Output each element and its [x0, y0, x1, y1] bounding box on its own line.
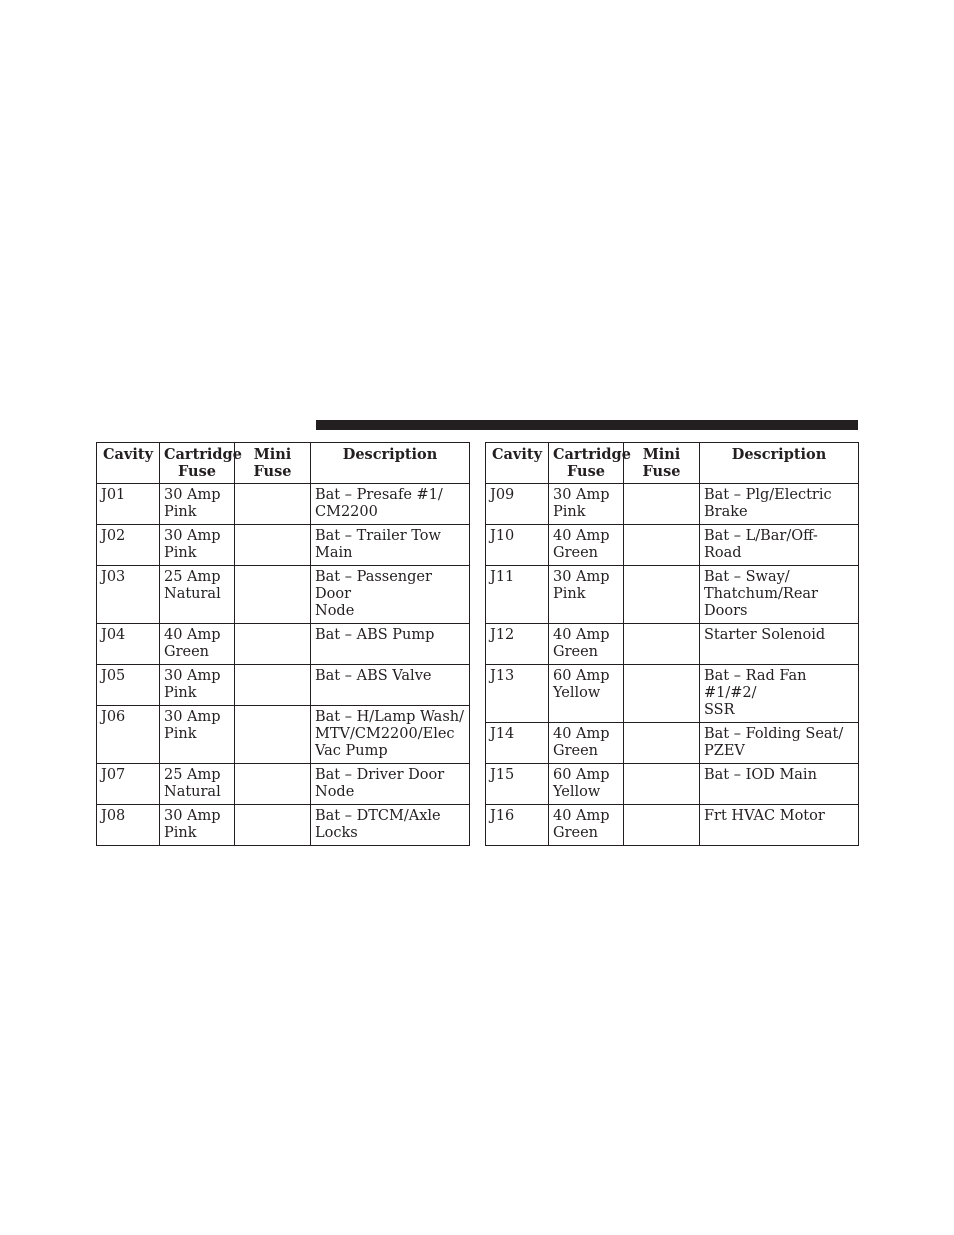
table-row — [486, 484, 859, 525]
cartridge-cell: 30 Amp Pink — [160, 665, 235, 706]
description-cell: Bat – Passenger Door Node — [311, 566, 470, 624]
cartridge-cell: 30 Amp Pink — [549, 484, 624, 525]
cavity-cell: J14 — [486, 723, 549, 764]
description-cell: Bat – Rad Fan #1/#2/ SSR — [700, 665, 859, 723]
mini-cell — [235, 484, 311, 525]
mini-cell — [624, 566, 700, 624]
cavity-cell: J12 — [486, 624, 549, 665]
mini-cell — [235, 706, 311, 764]
header-cavity: Cavity — [486, 443, 549, 484]
cavity-cell: J03 — [97, 566, 160, 624]
table-row — [486, 624, 859, 665]
table-row — [97, 665, 470, 706]
table-row — [486, 805, 859, 846]
mini-cell — [624, 764, 700, 805]
cartridge-cell: 40 Amp Green — [549, 805, 624, 846]
mini-cell — [624, 805, 700, 846]
mini-cell — [624, 484, 700, 525]
description-cell: Bat – Sway/ Thatchum/Rear Doors — [700, 566, 859, 624]
description-cell: Bat – Trailer Tow Main — [311, 525, 470, 566]
cartridge-cell: 40 Amp Green — [160, 624, 235, 665]
table-header-row — [486, 443, 859, 484]
header-mini-fuse: Mini Fuse — [235, 443, 311, 484]
cavity-cell: J10 — [486, 525, 549, 566]
cavity-cell: J04 — [97, 624, 160, 665]
description-cell: Bat – Presafe #1/ CM2200 — [311, 484, 470, 525]
table-row — [97, 706, 470, 764]
cavity-cell: J05 — [97, 665, 160, 706]
description-cell: Bat – IOD Main — [700, 764, 859, 805]
mini-cell — [624, 665, 700, 723]
table-row — [486, 764, 859, 805]
cavity-cell: J08 — [97, 805, 160, 846]
section-header-bar — [316, 420, 858, 430]
description-cell: Bat – Plg/Electric Brake — [700, 484, 859, 525]
description-cell: Starter Solenoid — [700, 624, 859, 665]
header-cartridge-fuse: Cartridge Fuse — [549, 443, 624, 484]
cartridge-cell: 25 Amp Natural — [160, 764, 235, 805]
fuse-table-left — [96, 442, 470, 846]
description-cell: Bat – ABS Valve — [311, 665, 470, 706]
cartridge-cell: 30 Amp Pink — [549, 566, 624, 624]
cavity-cell: J02 — [97, 525, 160, 566]
header-description: Description — [700, 443, 859, 484]
mini-cell — [624, 525, 700, 566]
cartridge-cell: 30 Amp Pink — [160, 706, 235, 764]
header-mini-fuse: Mini Fuse — [624, 443, 700, 484]
table-row — [486, 566, 859, 624]
header-cartridge-fuse: Cartridge Fuse — [160, 443, 235, 484]
mini-cell — [235, 566, 311, 624]
cavity-cell: J15 — [486, 764, 549, 805]
mini-cell — [235, 764, 311, 805]
mini-cell — [624, 723, 700, 764]
description-cell: Frt HVAC Motor — [700, 805, 859, 846]
fuse-table-right — [485, 442, 859, 846]
cartridge-cell: 25 Amp Natural — [160, 566, 235, 624]
mini-cell — [235, 624, 311, 665]
header-description: Description — [311, 443, 470, 484]
description-cell: Bat – L/Bar/Off-Road — [700, 525, 859, 566]
cartridge-cell: 30 Amp Pink — [160, 525, 235, 566]
mini-cell — [235, 805, 311, 846]
table-header-row — [97, 443, 470, 484]
description-cell: Bat – Folding Seat/ PZEV — [700, 723, 859, 764]
table-row — [97, 525, 470, 566]
table-row — [97, 764, 470, 805]
cavity-cell: J09 — [486, 484, 549, 525]
cartridge-cell: 40 Amp Green — [549, 624, 624, 665]
cartridge-cell: 30 Amp Pink — [160, 484, 235, 525]
cavity-cell: J06 — [97, 706, 160, 764]
description-cell: Bat – ABS Pump — [311, 624, 470, 665]
table-row — [97, 484, 470, 525]
cartridge-cell: 40 Amp Green — [549, 723, 624, 764]
cavity-cell: J16 — [486, 805, 549, 846]
cavity-cell: J13 — [486, 665, 549, 723]
description-cell: Bat – H/Lamp Wash/ MTV/CM2200/Elec Vac Pump — [311, 706, 470, 764]
table-row — [97, 805, 470, 846]
table-row — [97, 624, 470, 665]
cavity-cell: J07 — [97, 764, 160, 805]
table-row — [486, 665, 859, 723]
header-cavity: Cavity — [97, 443, 160, 484]
cartridge-cell: 60 Amp Yellow — [549, 665, 624, 723]
cavity-cell: J11 — [486, 566, 549, 624]
table-row — [486, 525, 859, 566]
mini-cell — [624, 624, 700, 665]
cartridge-cell: 60 Amp Yellow — [549, 764, 624, 805]
mini-cell — [235, 665, 311, 706]
description-cell: Bat – DTCM/Axle Locks — [311, 805, 470, 846]
mini-cell — [235, 525, 311, 566]
description-cell: Bat – Driver Door Node — [311, 764, 470, 805]
table-row — [486, 723, 859, 764]
cartridge-cell: 30 Amp Pink — [160, 805, 235, 846]
cavity-cell: J01 — [97, 484, 160, 525]
table-row — [97, 566, 470, 624]
cartridge-cell: 40 Amp Green — [549, 525, 624, 566]
